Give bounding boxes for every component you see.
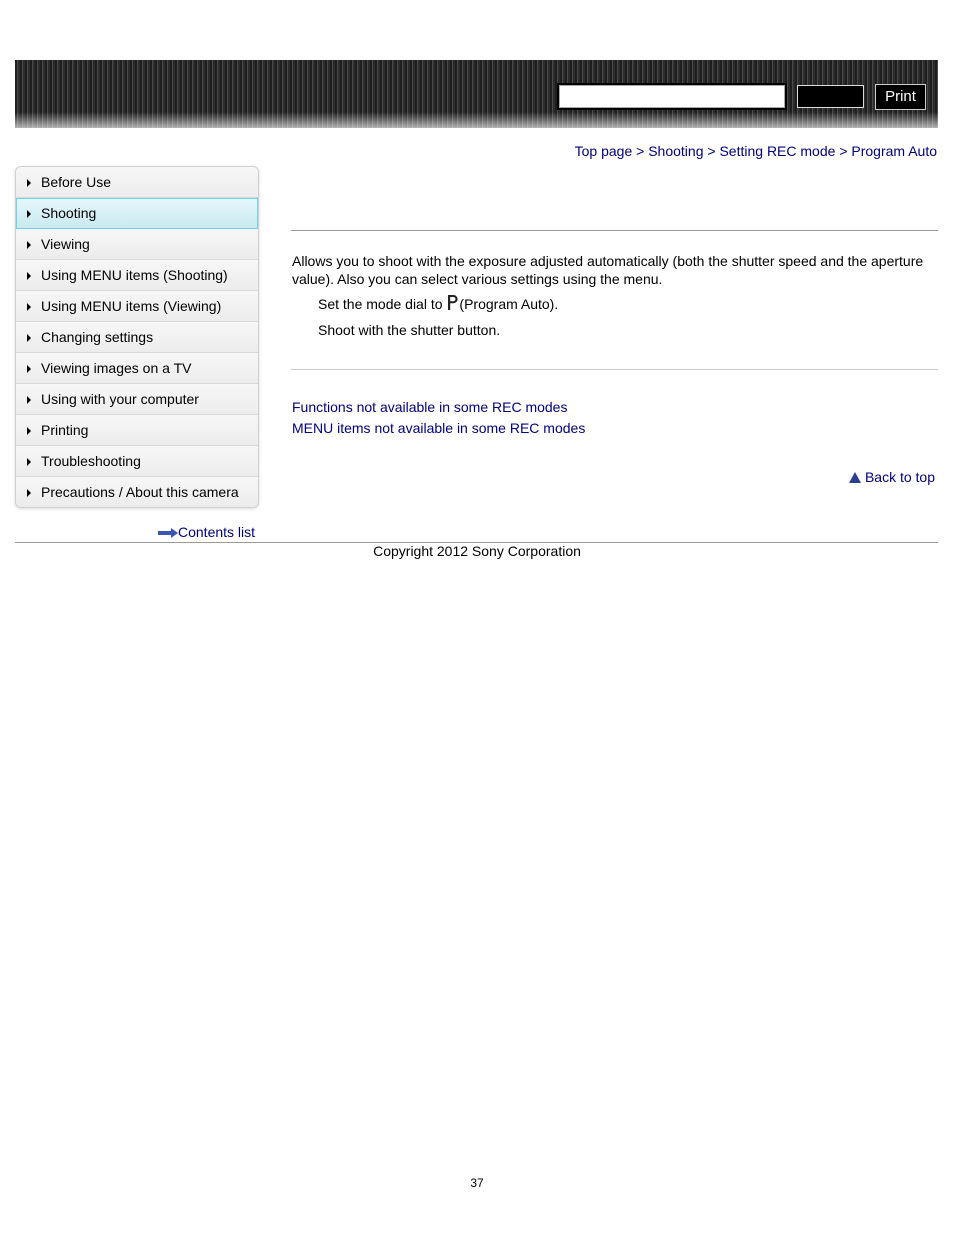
breadcrumb: [575, 143, 937, 159]
sidebar-item-viewing-on-tv[interactable]: [16, 353, 258, 384]
sidebar-item-label: Printing: [41, 422, 89, 438]
contents-list-label: Contents list: [178, 524, 256, 540]
sidebar-item-menu-shooting[interactable]: [16, 260, 258, 291]
step-1-text-after: (Program Auto).: [459, 296, 559, 312]
triangle-up-icon: [849, 472, 861, 483]
sidebar-item-computer[interactable]: [16, 384, 258, 415]
caret-right-icon: [27, 210, 31, 218]
step-1: [318, 294, 558, 312]
sidebar-item-before-use[interactable]: [16, 167, 258, 198]
caret-right-icon: [27, 365, 31, 373]
header-bar: [15, 60, 938, 128]
step-1-text-before: Set the mode dial to: [318, 296, 447, 312]
sidebar-item-label: Before Use: [41, 174, 112, 190]
sidebar-item-label: Shooting: [41, 205, 97, 221]
caret-right-icon: [27, 272, 31, 280]
caret-right-icon: [27, 241, 31, 249]
sidebar-item-label: Precautions / About this camera: [41, 484, 239, 500]
contents-list-link[interactable]: [158, 524, 255, 540]
step-2: [318, 322, 500, 338]
sidebar-item-label: Using MENU items (Viewing): [41, 298, 222, 314]
sidebar-item-label: Troubleshooting: [41, 453, 141, 469]
breadcrumb-top-page[interactable]: Top page: [574, 143, 633, 159]
related-link-menu-items[interactable]: MENU items not available in some REC modes: [292, 420, 586, 436]
sidebar-item-changing-settings[interactable]: [16, 322, 258, 353]
caret-right-icon: [27, 334, 31, 342]
related-link-functions[interactable]: Functions not available in some REC modes: [292, 399, 568, 415]
sidebar-item-label: Using MENU items (Shooting): [41, 267, 228, 283]
sidebar-nav: [15, 166, 259, 508]
caret-right-icon: [27, 303, 31, 311]
breadcrumb-separator: >: [839, 143, 848, 159]
search-button[interactable]: [797, 85, 864, 108]
step-2-text: Shoot with the shutter button.: [318, 322, 501, 338]
back-to-top-link[interactable]: [849, 469, 935, 485]
description-text: Allows you to shoot with the exposure adjusted automatically (both the shutter speed and the aperture value). Also you can select various settings using the menu.: [292, 253, 924, 287]
sidebar-item-precautions[interactable]: [16, 477, 258, 507]
caret-right-icon: [27, 458, 31, 466]
sidebar-item-troubleshooting[interactable]: [16, 446, 258, 477]
sidebar-item-menu-viewing[interactable]: [16, 291, 258, 322]
breadcrumb-shooting[interactable]: Shooting: [648, 143, 704, 159]
breadcrumb-separator: >: [707, 143, 716, 159]
copyright-text: Copyright 2012 Sony Corporation: [373, 543, 581, 559]
breadcrumb-program-auto[interactable]: Program Auto: [851, 143, 937, 159]
caret-right-icon: [27, 489, 31, 497]
print-button[interactable]: Print: [875, 84, 926, 110]
section-divider: [291, 369, 938, 370]
sidebar-item-label: Using with your computer: [41, 391, 199, 407]
back-to-top-label: Back to top: [864, 469, 935, 485]
sidebar-item-shooting[interactable]: [16, 198, 258, 229]
program-auto-icon: [446, 294, 459, 311]
sidebar-item-printing[interactable]: [16, 415, 258, 446]
page-number: 37: [470, 1176, 484, 1190]
caret-right-icon: [27, 179, 31, 187]
sidebar-item-viewing[interactable]: [16, 229, 258, 260]
title-divider: [291, 230, 938, 231]
caret-right-icon: [27, 427, 31, 435]
search-input[interactable]: [559, 85, 785, 108]
breadcrumb-setting-rec-mode[interactable]: Setting REC mode: [719, 143, 836, 159]
arrow-right-icon: [158, 528, 178, 538]
sidebar-item-label: Changing settings: [41, 329, 154, 345]
sidebar-item-label: Viewing: [41, 236, 90, 252]
sidebar-item-label: Viewing images on a TV: [41, 360, 192, 376]
breadcrumb-separator: >: [636, 143, 645, 159]
caret-right-icon: [27, 396, 31, 404]
